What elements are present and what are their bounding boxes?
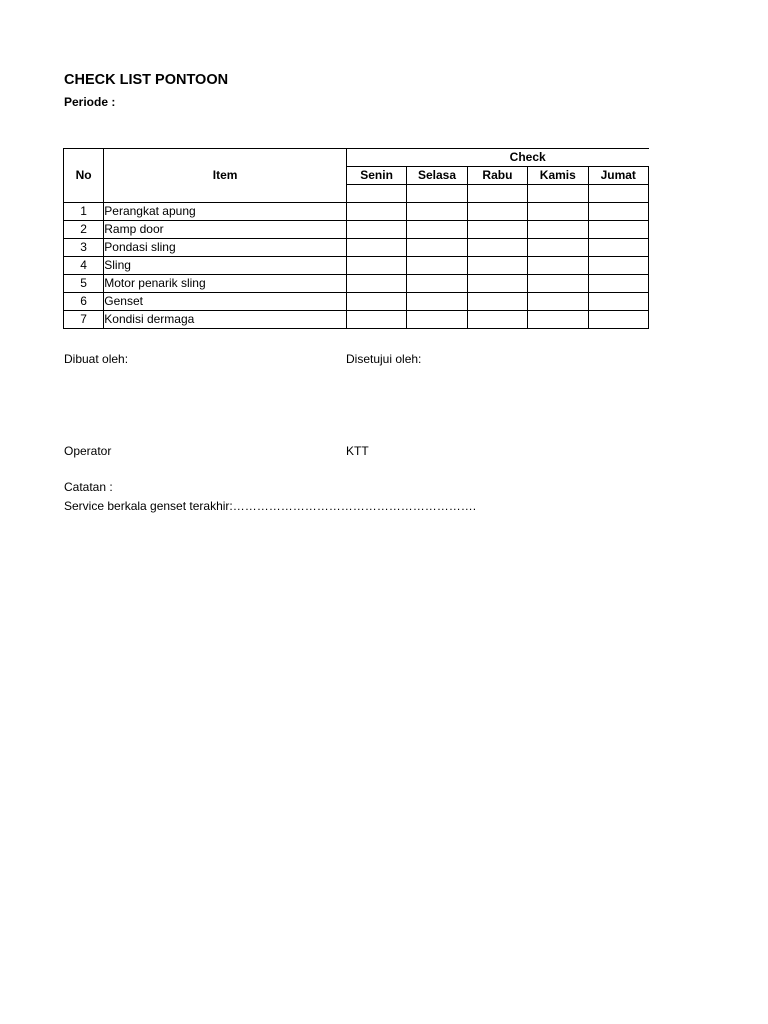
row-item: Perangkat apung xyxy=(104,203,347,221)
periode-label: Periode : xyxy=(64,95,116,109)
approved-by-label: Disetujui oleh: xyxy=(346,352,422,366)
table-row xyxy=(64,293,649,311)
check-cell xyxy=(346,203,406,221)
check-cell xyxy=(467,203,527,221)
check-cell xyxy=(588,203,648,221)
check-cell xyxy=(346,293,406,311)
col-no-header: No xyxy=(64,149,104,203)
col-item-header: Item xyxy=(104,149,347,203)
check-cell xyxy=(528,203,588,221)
table-row xyxy=(64,221,649,239)
row-no: 4 xyxy=(64,257,104,275)
check-cell xyxy=(467,293,527,311)
table-row xyxy=(64,239,649,257)
check-cell xyxy=(528,221,588,239)
check-cell xyxy=(407,293,467,311)
check-cell xyxy=(588,275,648,293)
check-cell xyxy=(467,221,527,239)
check-cell xyxy=(528,293,588,311)
row-item: Genset xyxy=(104,293,347,311)
made-by-role: Operator xyxy=(64,444,112,458)
checklist-table xyxy=(63,148,649,329)
day-header-jumat: Jumat xyxy=(588,167,648,185)
table-row xyxy=(64,203,649,221)
row-item: Ramp door xyxy=(104,221,347,239)
check-cell xyxy=(407,203,467,221)
check-cell xyxy=(467,239,527,257)
check-cell xyxy=(467,185,527,203)
day-header-senin: Senin xyxy=(346,167,406,185)
approved-by-role: KTT xyxy=(346,444,369,458)
check-cell xyxy=(346,275,406,293)
day-header-kamis: Kamis xyxy=(528,167,588,185)
check-cell xyxy=(407,257,467,275)
check-cell xyxy=(528,275,588,293)
check-cell xyxy=(407,185,467,203)
check-cell xyxy=(346,185,406,203)
table-row xyxy=(64,275,649,293)
row-no: 1 xyxy=(64,203,104,221)
check-cell xyxy=(588,239,648,257)
row-no: 6 xyxy=(64,293,104,311)
check-cell xyxy=(588,221,648,239)
notes-label: Catatan : xyxy=(64,480,113,494)
service-note: Service berkala genset terakhir:……………………………………………………. xyxy=(64,499,477,513)
day-header-selasa: Selasa xyxy=(407,167,467,185)
check-cell xyxy=(346,239,406,257)
check-cell xyxy=(407,221,467,239)
check-cell xyxy=(588,257,648,275)
page-title: CHECK LIST PONTOON xyxy=(64,72,229,88)
check-header: Check xyxy=(346,149,648,167)
table-row xyxy=(64,311,649,329)
check-cell xyxy=(588,185,648,203)
row-item: Kondisi dermaga xyxy=(104,311,347,329)
check-cell xyxy=(407,275,467,293)
table-row xyxy=(64,257,649,275)
made-by-label: Dibuat oleh: xyxy=(64,352,129,366)
row-no: 2 xyxy=(64,221,104,239)
check-cell xyxy=(588,311,648,329)
row-no: 5 xyxy=(64,275,104,293)
check-cell xyxy=(588,293,648,311)
row-no: 7 xyxy=(64,311,104,329)
check-cell xyxy=(467,257,527,275)
check-cell xyxy=(346,257,406,275)
check-cell xyxy=(346,221,406,239)
row-item: Sling xyxy=(104,257,347,275)
row-no: 3 xyxy=(64,239,104,257)
check-cell xyxy=(528,311,588,329)
check-cell xyxy=(528,257,588,275)
day-header-rabu: Rabu xyxy=(467,167,527,185)
check-cell xyxy=(346,311,406,329)
check-cell xyxy=(528,239,588,257)
check-cell xyxy=(528,185,588,203)
row-item: Motor penarik sling xyxy=(104,275,347,293)
row-item: Pondasi sling xyxy=(104,239,347,257)
check-cell xyxy=(407,311,467,329)
check-cell xyxy=(467,311,527,329)
check-cell xyxy=(407,239,467,257)
check-cell xyxy=(467,275,527,293)
